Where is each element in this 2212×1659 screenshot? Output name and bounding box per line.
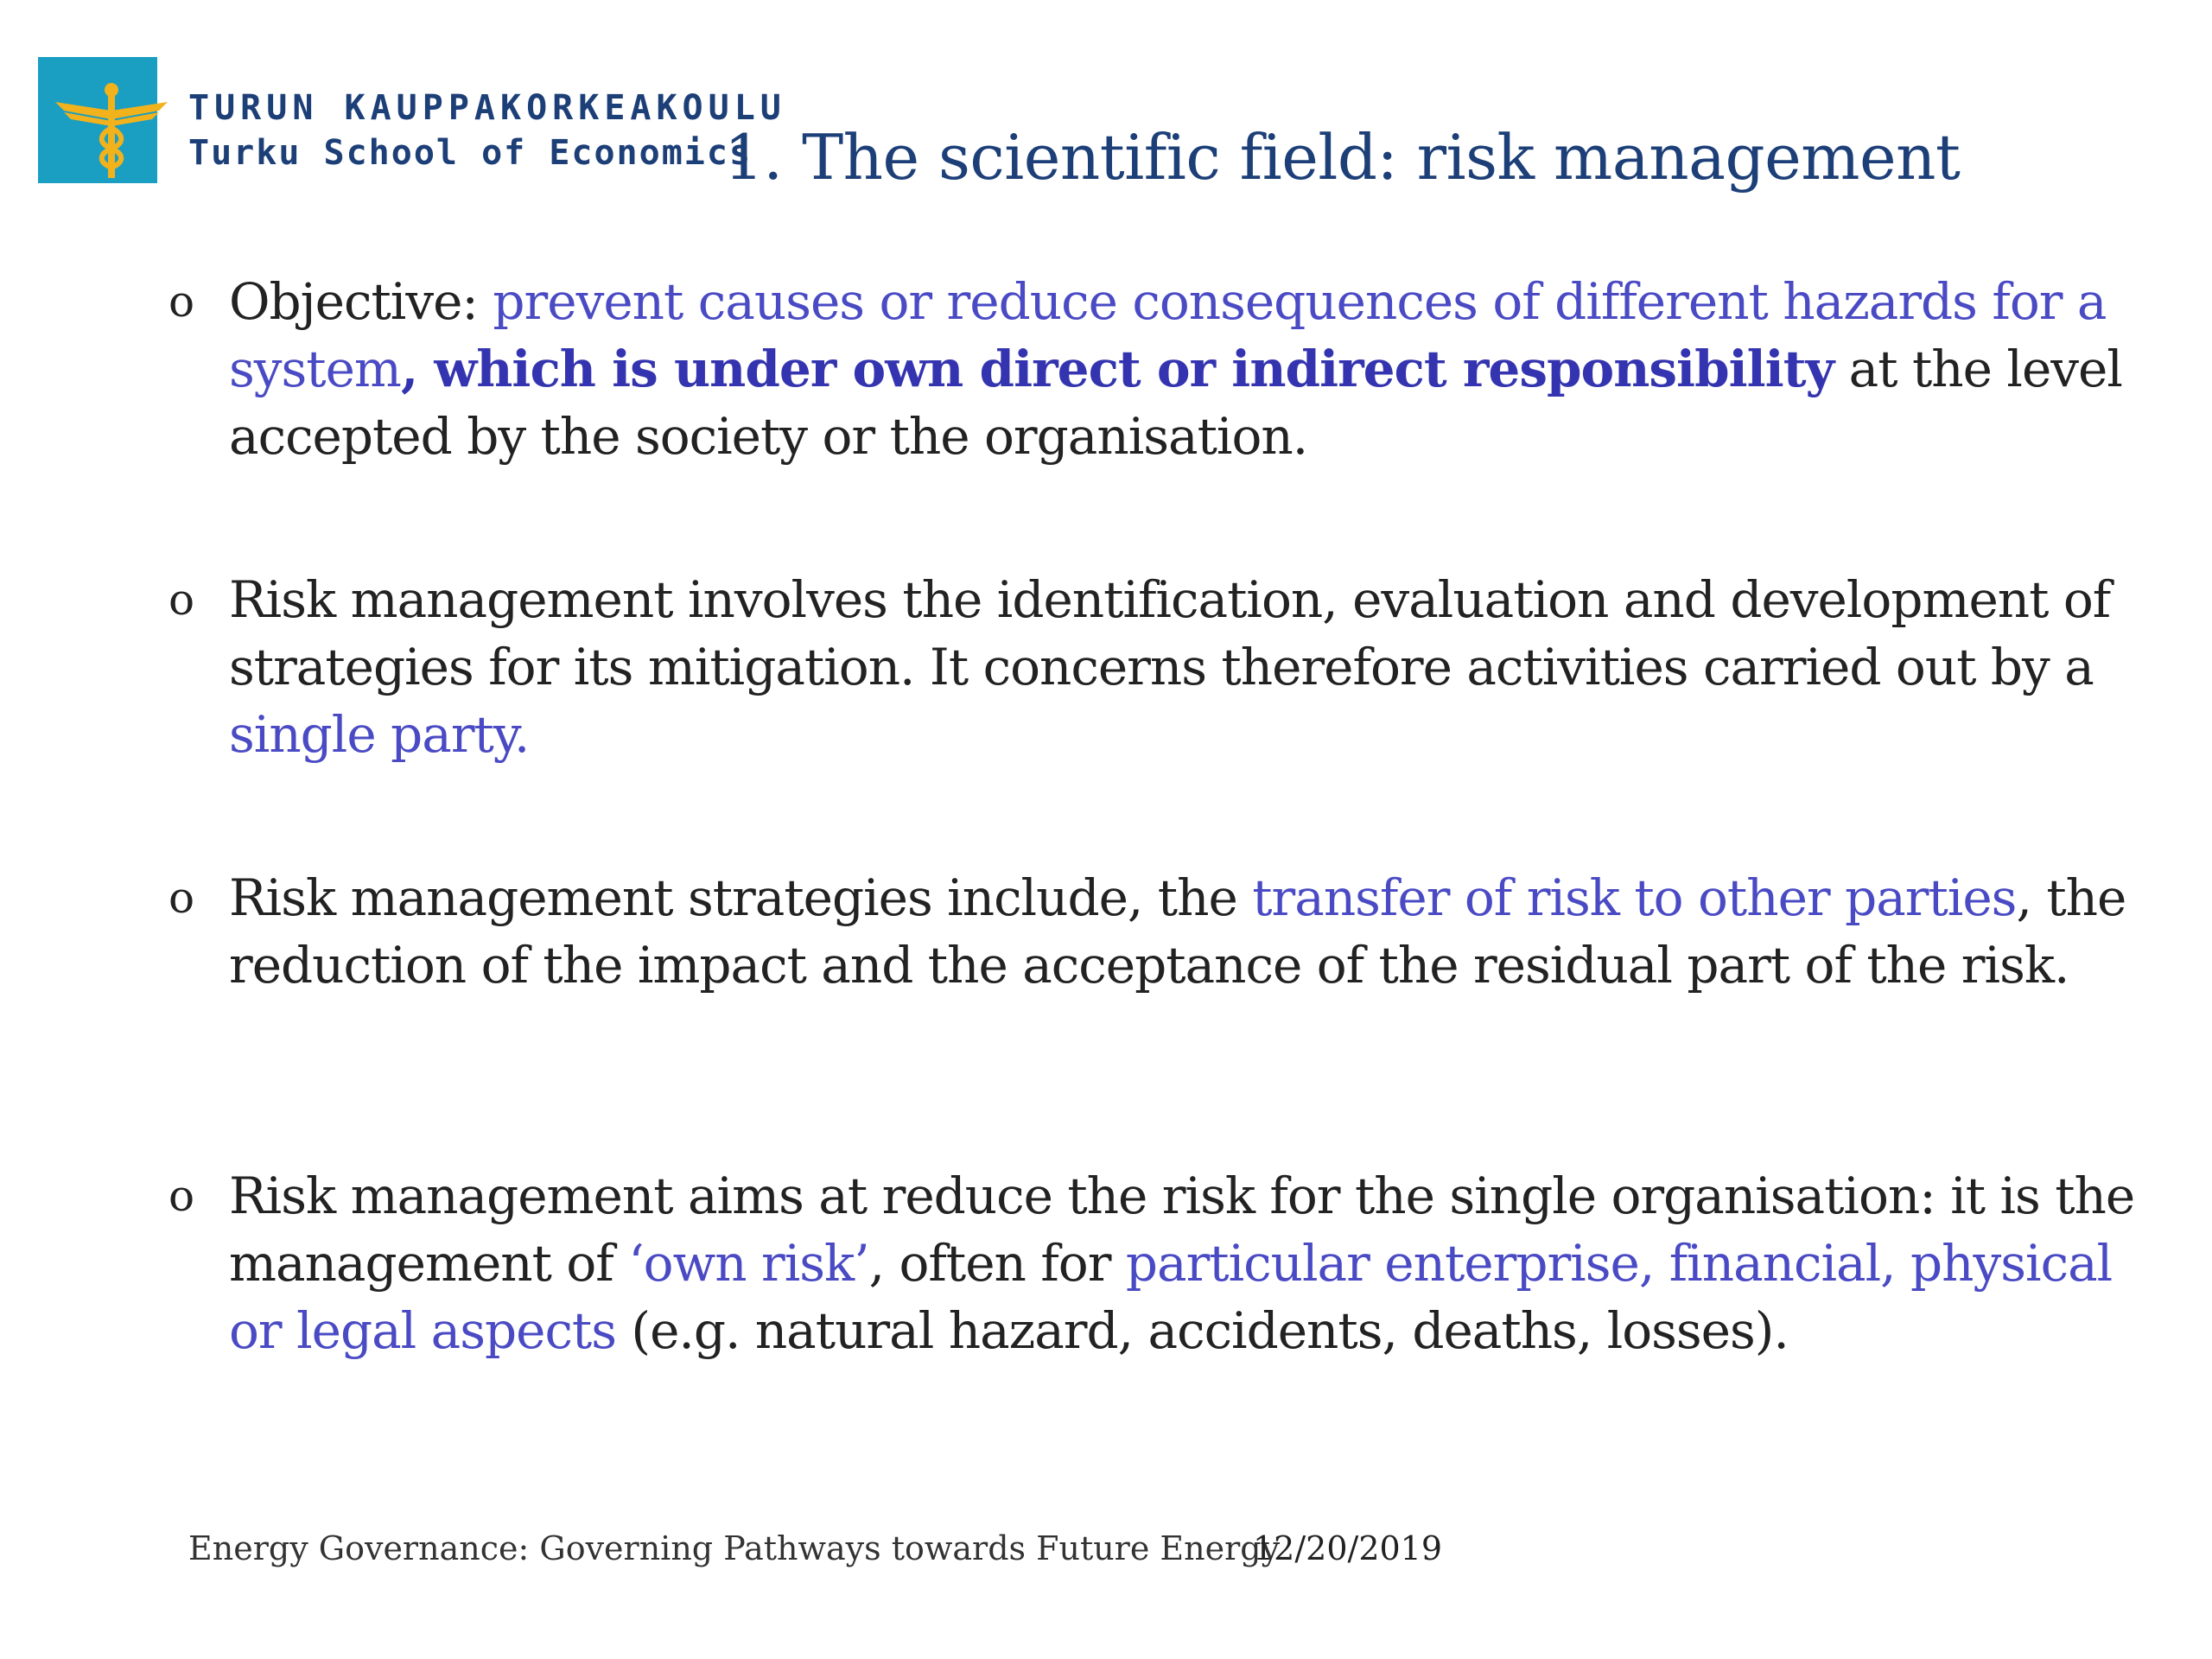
bullet-marker: o (168, 575, 194, 625)
bullet-text-highlight: prevent causes or reduce consequences of different hazards for a system (229, 272, 2107, 398)
bullet-text-part: Risk management involves the identification, evaluation and development of strategies for its mitigation. It concerns therefore activities carried out by a (229, 570, 2111, 696)
school-logo (38, 57, 786, 187)
bullet-marker: o (168, 1171, 194, 1221)
bullet-objective (168, 268, 2147, 470)
bullet-text-highlight-bold: , which is under own direct or indirect responsibility (400, 340, 1834, 398)
bullet-text-highlight: particular enterprise, financial, physical or legal aspects (229, 1234, 2113, 1360)
bullet-text-part: Risk management aims at reduce the risk for the single organisation: it is the management of (229, 1166, 2135, 1293)
bullet-marker: o (168, 873, 194, 923)
slide-title: 1. The scientific field: risk management (724, 121, 1961, 194)
bullet-text-highlight: single party. (229, 705, 530, 764)
bullet-marker: o (168, 276, 194, 327)
bullet-text-part: Objective: (229, 272, 493, 331)
bullet-text-part: , the reduction of the impact and the acceptance of the residual part of the risk. (229, 868, 2126, 995)
logo-finnish-name: TURUN KAUPPAKORKEAKOULU (188, 88, 786, 128)
bullet-text-part: at the level accepted by the society or the organisation. (229, 340, 2122, 466)
caduceus-icon (38, 57, 185, 187)
logo-english-name: Turku School of Economics (188, 133, 753, 173)
footer-text: Energy Governance: Governing Pathways towards Future Energy (188, 1529, 1281, 1567)
bullet-strategies (168, 864, 2147, 999)
bullet-text-highlight: ‘own risk’ (628, 1234, 869, 1293)
bullet-text-part: Risk management strategies include, the (229, 868, 1253, 927)
bullet-text-highlight: transfer of risk to other parties (1252, 868, 2017, 927)
logo-block (38, 57, 157, 183)
bullet-involves (168, 566, 2147, 768)
bullet-aims (168, 1162, 2147, 1364)
bullet-text-part: , often for (868, 1234, 1126, 1293)
footer-date: 12/20/2019 (1253, 1529, 1443, 1567)
bullet-text-part: (e.g. natural hazard, accidents, deaths, losses). (616, 1301, 1789, 1360)
